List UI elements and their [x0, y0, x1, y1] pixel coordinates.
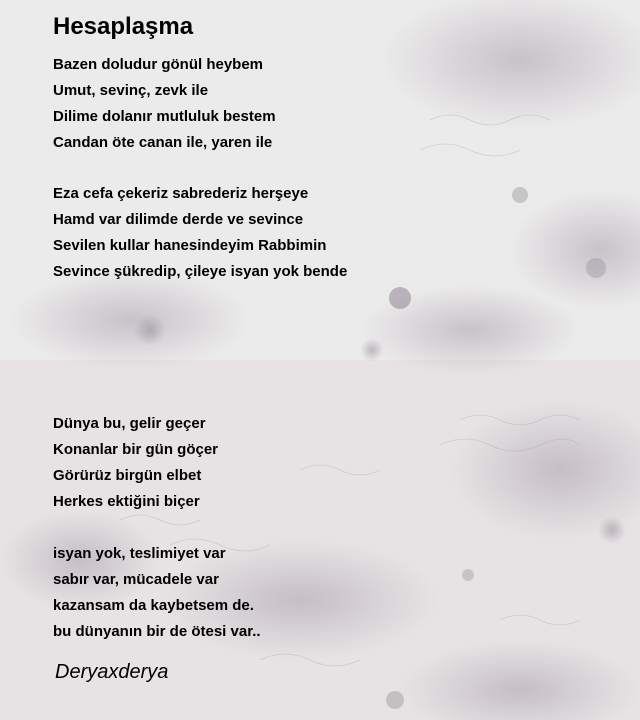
- poem-line: Umut, sevinç, zevk ile: [53, 82, 209, 99]
- poem-line: Bazen doludur gönül heybem: [53, 56, 264, 73]
- poem-line: Eza cefa çekeriz sabrederiz herşeye: [53, 185, 309, 202]
- stanza-4: [53, 541, 261, 645]
- poem-line: Hamd var dilimde derde ve sevince: [53, 211, 304, 228]
- poem-line: Görürüz birgün elbet: [53, 467, 202, 484]
- poem-line: Konanlar bir gün göçer: [53, 441, 219, 458]
- poem-title: Hesaplaşma: [53, 13, 194, 40]
- poem-line: Candan öte canan ile, yaren ile: [53, 134, 273, 151]
- poem-line: Sevince şükredip, çileye isyan yok bende: [53, 263, 348, 280]
- poem-line: isyan yok, teslimiyet var: [53, 545, 226, 562]
- poem-line: Herkes ektiğini biçer: [53, 493, 200, 510]
- stanza-3: [53, 411, 218, 515]
- poem-line: sabır var, mücadele var: [53, 571, 219, 588]
- poem-line: Dünya bu, gelir geçer: [53, 415, 206, 432]
- poem-line: kazansam da kaybetsem de.: [53, 597, 254, 614]
- stanza-1: [53, 52, 276, 156]
- poem-author: Deryaxderya: [55, 661, 169, 683]
- poem-line: Sevilen kullar hanesindeyim Rabbimin: [53, 237, 327, 254]
- poem-line: bu dünyanın bir de ötesi var..: [53, 623, 261, 640]
- poem-line: Dilime dolanır mutluluk bestem: [53, 108, 276, 125]
- stanza-2: [53, 181, 347, 285]
